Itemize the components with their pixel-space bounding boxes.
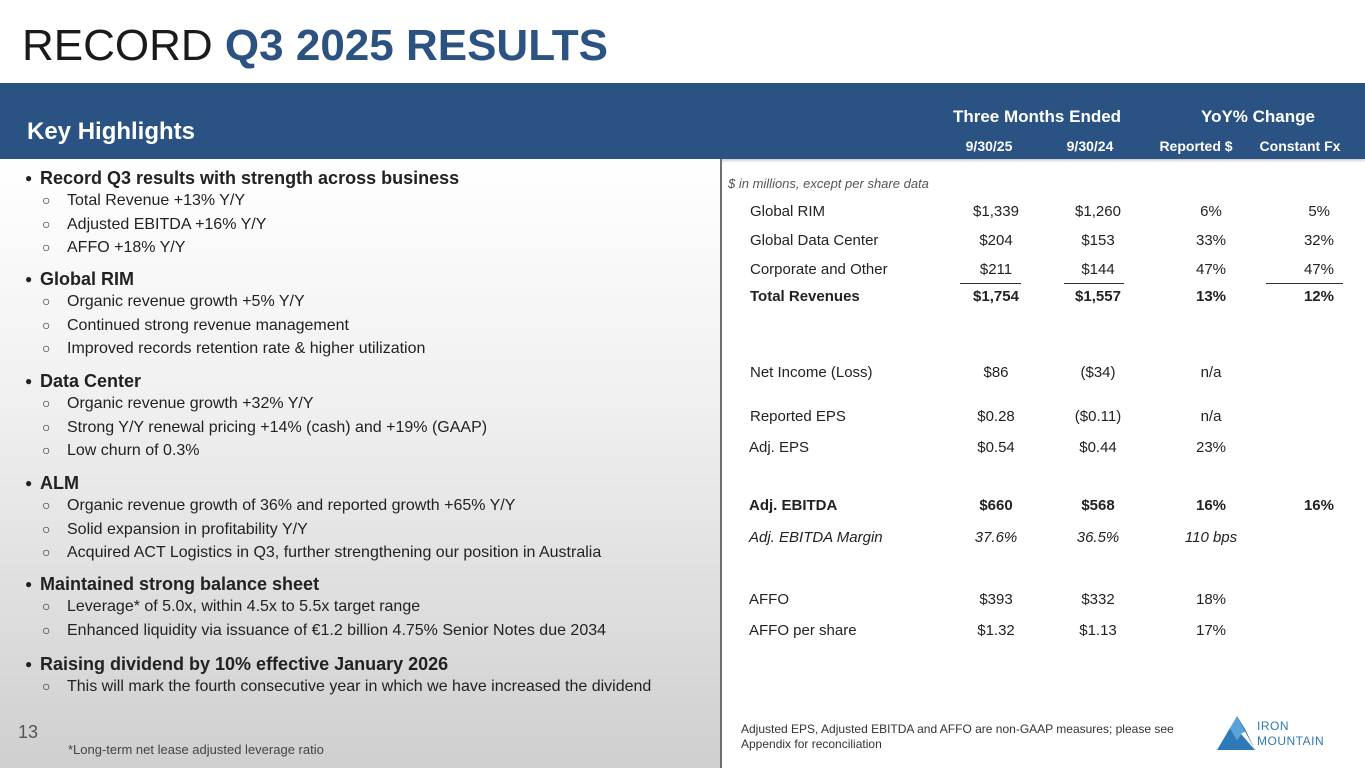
row-label: Total Revenues [750,288,860,305]
header-col-current: 9/30/25 [965,138,1013,154]
table-row [0,232,1365,252]
key-highlights-heading: Key Highlights [27,118,196,145]
highlight-item: Solid expansion in profitability Y/Y [67,520,308,538]
cell-prior: $0.44 [1079,439,1117,456]
non-gaap-note: Adjusted EPS, Adjusted EBITDA and AFFO are non-GAAP measures; please see Appendix for reconciliation [741,722,1174,751]
cell-reported: n/a [1200,408,1222,425]
row-label: Global RIM [750,203,826,220]
table-row [0,408,1365,428]
highlight-item: Organic revenue growth of 36% and reported growth +65% Y/Y [67,497,516,514]
total-rule [1064,283,1124,284]
highlight-item: Enhanced liquidity via issuance of €1.2 billion 4.75% Senior Notes due 2034 [67,621,607,639]
highlight-item: Acquired ACT Logistics in Q3, further strengthening our position in Australia [67,544,602,562]
highlight-item: Leverage* of 5.0x, within 4.5x to 5.5x target range [67,598,421,615]
row-label: Reported EPS [750,408,846,425]
cell-reported: 17% [1195,622,1227,639]
cell-reported: 6% [1200,203,1222,220]
cell-current: $211 [979,261,1013,278]
table-row [0,364,1365,384]
highlight-item: Improved records retention rate & higher utilization [67,340,426,358]
highlight-item: Low churn of 0.3% [67,442,200,460]
row-label: AFFO [749,591,789,608]
header-yoy-change: YoY% Change [1201,107,1315,126]
highlight-section: ● Maintained strong balance sheet ○ Leverage* of 5.0x, within 4.5x to 5.5x target range ○ Enhanced liquidity via issuance of €1.2 billion 4.75% Senior Notes due 2034 [25,574,607,639]
table-row [0,203,1365,223]
table-row [0,529,1365,549]
cell-prior: $1,557 [1075,288,1121,305]
row-label: Corporate and Other [750,261,888,278]
highlight-item: Total Revenue +13% Y/Y [67,192,246,209]
cell-reported: 23% [1195,439,1227,456]
cell-reported: 13% [1195,288,1227,305]
cell-current: $0.54 [977,439,1015,456]
title-lead: RECORD [22,21,213,70]
page-number: 13 [18,722,39,742]
logo-line2: MOUNTAIN [1257,734,1325,748]
table-row [0,439,1365,459]
header-col-prior: 9/30/24 [1066,138,1114,154]
highlight-item: Adjusted EBITDA +16% Y/Y [67,215,267,233]
highlight-item: AFFO +18% Y/Y [67,239,186,257]
cell-prior: 36.5% [1076,529,1120,546]
header-band [0,83,1365,159]
cell-constant-fx: 12% [1303,288,1334,305]
iron-mountain-logo [1217,716,1337,752]
table-row [0,261,1365,281]
logo-line1: IRON [1257,719,1289,733]
highlight-item: Continued strong revenue management [67,316,349,334]
header-col-reported: Reported $ [1159,138,1233,154]
table-row-total [0,288,1365,308]
cell-current: $204 [979,232,1013,249]
cell-prior: ($0.11) [1074,408,1122,425]
cell-prior: $144 [1081,261,1115,278]
table-row [0,622,1365,642]
cell-prior: $153 [1081,232,1115,249]
total-rule [1266,283,1343,284]
cell-constant-fx: 5% [1308,203,1330,220]
cell-prior: $332 [1081,591,1115,608]
highlight-item: This will mark the fourth consecutive year in which we have increased the dividend [67,678,652,695]
table-row [0,591,1365,611]
header-col-constant-fx: Constant Fx [1259,138,1341,154]
total-rule [960,283,1021,284]
highlight-section: ● Record Q3 results with strength across business ○ Total Revenue +13% Y/Y ○ Adjusted EBITDA +16% Y/Y ○ AFFO +18% Y/Y [25,168,460,257]
cell-constant-fx: 32% [1303,232,1334,249]
highlight-item: Strong Y/Y renewal pricing +14% (cash) and +19% (GAAP) [67,418,488,436]
cell-prior: ($34) [1080,364,1116,381]
highlight-heading: Raising dividend by 10% effective January 2026 [40,654,449,674]
cell-constant-fx: 47% [1303,261,1334,278]
highlight-heading: Global RIM [40,269,134,289]
header-three-months-ended: Three Months Ended [952,107,1122,126]
row-label: Net Income (Loss) [750,364,873,381]
table-row [0,497,1365,517]
row-label: Adj. EBITDA [749,497,838,514]
cell-reported: 18% [1195,591,1227,608]
highlight-item: Organic revenue growth +32% Y/Y [67,395,314,412]
cell-constant-fx: 16% [1303,497,1334,514]
row-label: Adj. EPS [749,439,810,456]
highlight-section: ● ALM ○ Organic revenue growth of 36% and reported growth +65% Y/Y ○ Solid expansion in profitability Y/Y ○ Acquired ACT Logistics in Q3, further strengthening our position in Australia [25,473,602,562]
cell-current: $0.28 [977,408,1015,425]
highlight-section: ● Data Center ○ Organic revenue growth +32% Y/Y ○ Strong Y/Y renewal pricing +14% (cash) and +19% (GAAP) ○ Low churn of 0.3% [25,371,488,460]
cell-current: $86 [983,364,1009,381]
cell-reported: 16% [1195,497,1227,514]
footnote: *Long-term net lease adjusted leverage ratio [68,742,324,757]
cell-current: $393 [979,591,1013,608]
cell-prior: $1.13 [1079,622,1117,639]
highlight-heading: ALM [40,473,79,493]
row-label: AFFO per share [749,622,857,639]
mountain-icon [1217,716,1255,750]
highlight-heading: Data Center [40,371,142,391]
highlight-item: Organic revenue growth +5% Y/Y [67,293,305,310]
page-title [22,22,608,70]
cell-current: $660 [979,497,1013,514]
cell-reported: 47% [1195,261,1227,278]
units-note: $ in millions, except per share data [728,176,929,191]
cell-reported: 33% [1195,232,1227,249]
title-accent: Q3 2025 RESULTS [224,21,609,70]
cell-current: $1.32 [977,622,1015,639]
cell-current: $1,339 [973,203,1019,220]
cell-reported: n/a [1200,364,1222,381]
row-label: Global Data Center [750,232,879,249]
highlight-section: ● Raising dividend by 10% effective January 2026 ○ This will mark the fourth consecutive year in which we have increased the dividend [25,654,652,695]
row-label: Adj. EBITDA Margin [749,529,883,546]
cell-current: 37.6% [974,529,1018,546]
highlight-heading: Record Q3 results with strength across business [40,168,460,188]
highlight-heading: Maintained strong balance sheet [40,574,320,594]
cell-prior: $568 [1081,497,1115,514]
cell-prior: $1,260 [1075,203,1121,220]
cell-reported: 110 bps [1184,529,1238,546]
highlight-section: ● Global RIM ○ Organic revenue growth +5% Y/Y ○ Continued strong revenue management ○ Improved records retention rate & higher utilization [25,269,426,358]
cell-current: $1,754 [973,288,1019,305]
